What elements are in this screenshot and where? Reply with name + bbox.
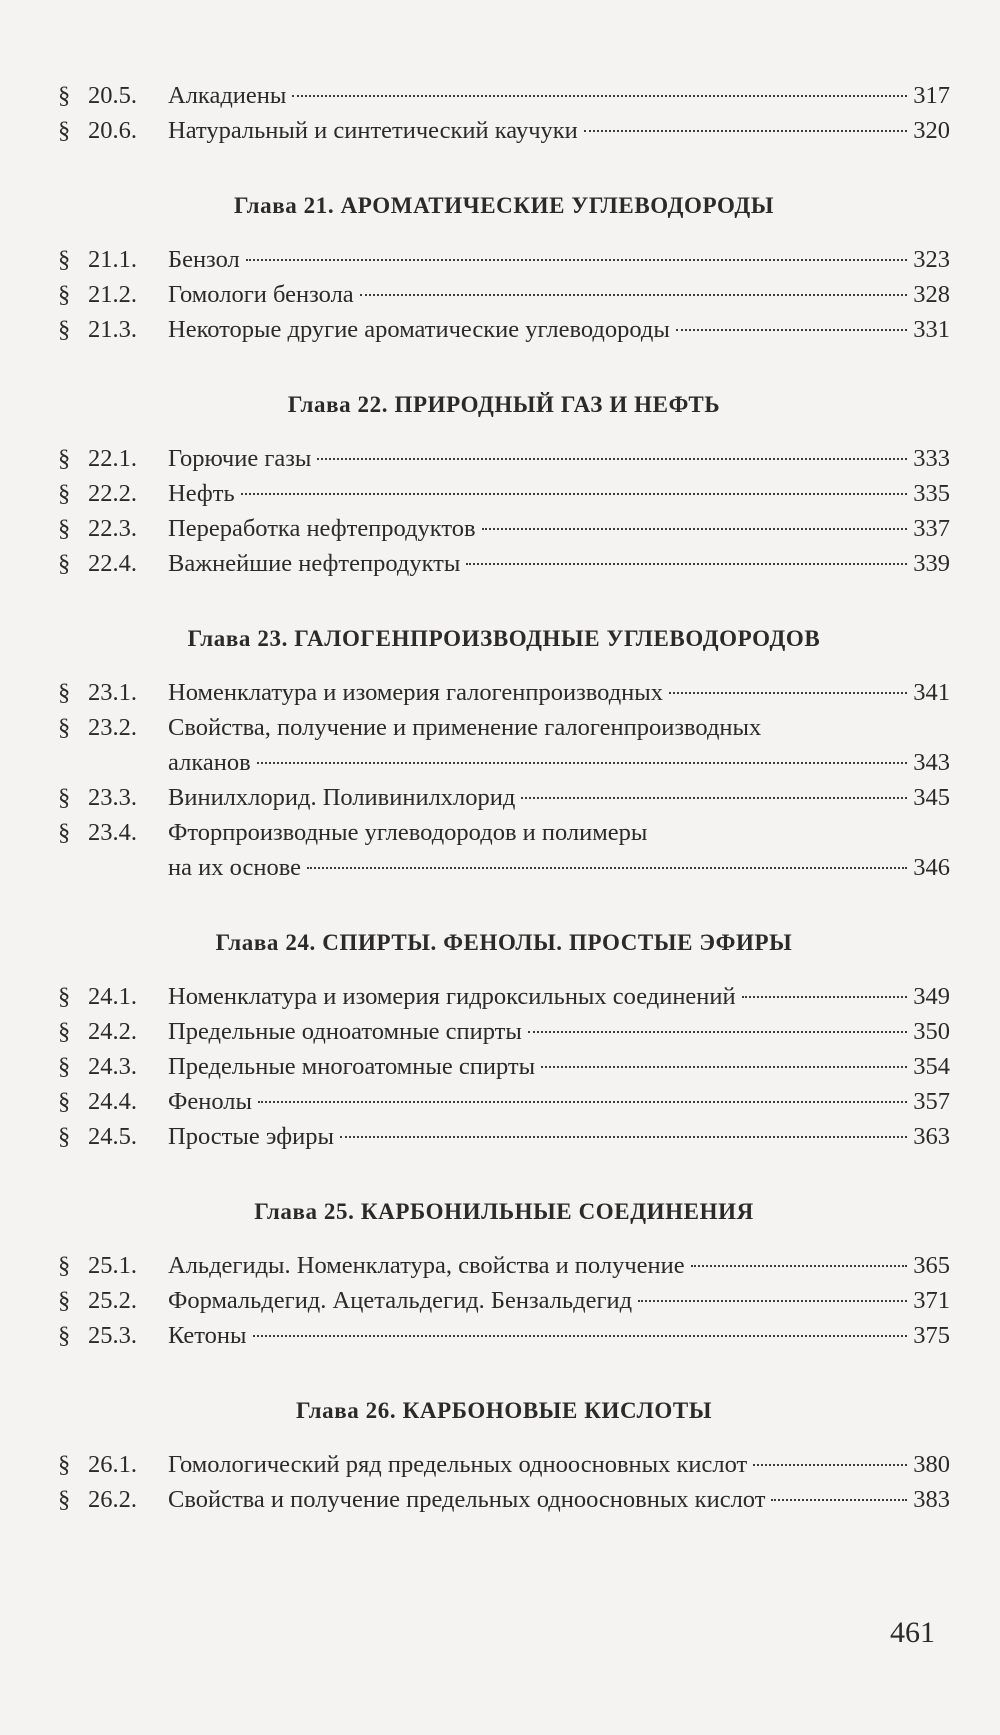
section-sign: § bbox=[58, 246, 71, 273]
dot-leader bbox=[246, 259, 908, 261]
dot-leader bbox=[241, 493, 908, 495]
chapter-heading[interactable]: Глава 24. СПИРТЫ. ФЕНОЛЫ. ПРОСТЫЕ ЭФИРЫ bbox=[215, 930, 793, 955]
section-sign: § bbox=[58, 82, 71, 109]
section-title: Формальдегид. Ацетальдегид. Бензальдегид bbox=[168, 1287, 633, 1314]
section-sign: § bbox=[58, 550, 71, 577]
toc-entry[interactable] bbox=[58, 1318, 950, 1353]
page-number: 380 bbox=[913, 1451, 950, 1478]
toc-entry[interactable] bbox=[58, 1084, 950, 1119]
section-sign: § bbox=[58, 819, 71, 846]
page-number: 354 bbox=[913, 1053, 950, 1080]
toc-entry[interactable] bbox=[58, 1014, 950, 1049]
toc-entry[interactable] bbox=[58, 780, 950, 815]
section-number: 22.1. bbox=[88, 445, 137, 472]
chapter-block bbox=[58, 191, 950, 347]
section-sign: § bbox=[58, 1053, 71, 1080]
section-sign: § bbox=[58, 784, 71, 811]
page-number: 349 bbox=[913, 983, 950, 1010]
section-sign: § bbox=[58, 1123, 71, 1150]
section-number: 20.6. bbox=[88, 117, 137, 144]
page-number: 375 bbox=[913, 1322, 950, 1349]
dot-leader bbox=[771, 1499, 907, 1501]
section-title: Гомологи бензола bbox=[168, 281, 354, 308]
page-number: 317 bbox=[913, 82, 950, 109]
toc-entry[interactable] bbox=[58, 113, 950, 148]
toc-entry[interactable] bbox=[58, 1283, 950, 1318]
section-number: 23.4. bbox=[88, 819, 137, 846]
section-number: 23.3. bbox=[88, 784, 137, 811]
chapter-block bbox=[58, 624, 950, 885]
section-number: 25.2. bbox=[88, 1287, 137, 1314]
section-number: 26.2. bbox=[88, 1486, 137, 1513]
chapter-heading[interactable]: Глава 23. ГАЛОГЕНПРОИЗВОДНЫЕ УГЛЕВОДОРОДОВ bbox=[187, 626, 821, 651]
toc-entry[interactable] bbox=[58, 675, 950, 710]
toc-entry[interactable] bbox=[58, 476, 950, 511]
toc-entry[interactable] bbox=[58, 1119, 950, 1154]
section-sign: § bbox=[58, 1018, 71, 1045]
page-number: 331 bbox=[913, 316, 950, 343]
dot-leader bbox=[482, 528, 908, 530]
section-title: Свойства и получение предельных одноосновных кислот bbox=[168, 1486, 766, 1513]
dot-leader bbox=[340, 1136, 907, 1138]
section-sign: § bbox=[58, 1088, 71, 1115]
section-title: Номенклатура и изомерия гидроксильных соединений bbox=[168, 983, 736, 1010]
section-number: 24.3. bbox=[88, 1053, 137, 1080]
page-number: 337 bbox=[913, 515, 950, 542]
toc-entry[interactable] bbox=[58, 1248, 950, 1283]
toc-entry[interactable] bbox=[58, 1447, 950, 1482]
section-sign: § bbox=[58, 679, 71, 706]
toc-entry[interactable] bbox=[58, 441, 950, 476]
section-sign: § bbox=[58, 281, 71, 308]
section-title: Некоторые другие ароматические углеводороды bbox=[168, 316, 670, 343]
section-number: 20.5. bbox=[88, 82, 137, 109]
page-number: 345 bbox=[913, 784, 950, 811]
toc-entry[interactable] bbox=[58, 1482, 950, 1517]
page-number: 339 bbox=[913, 550, 950, 577]
toc-entry[interactable] bbox=[58, 312, 950, 347]
chapter-block bbox=[58, 1396, 950, 1517]
toc-entry[interactable] bbox=[58, 242, 950, 277]
section-number: 24.5. bbox=[88, 1123, 137, 1150]
section-title: Предельные одноатомные спирты bbox=[168, 1018, 522, 1045]
section-number: 26.1. bbox=[88, 1451, 137, 1478]
section-number: 24.1. bbox=[88, 983, 137, 1010]
toc-entry[interactable] bbox=[58, 511, 950, 546]
chapter-block bbox=[58, 390, 950, 581]
section-sign: § bbox=[58, 117, 71, 144]
section-sign: § bbox=[58, 1252, 71, 1279]
folio-page-number: 461 bbox=[890, 1616, 935, 1649]
top-entries bbox=[58, 78, 950, 148]
dot-leader bbox=[521, 797, 907, 799]
dot-leader bbox=[541, 1066, 907, 1068]
section-number: 22.2. bbox=[88, 480, 137, 507]
page-number: 333 bbox=[913, 445, 950, 472]
page-number: 328 bbox=[913, 281, 950, 308]
chapter-block bbox=[58, 928, 950, 1154]
dot-leader bbox=[317, 458, 907, 460]
section-number: 23.2. bbox=[88, 714, 137, 741]
section-number: 25.1. bbox=[88, 1252, 137, 1279]
dot-leader bbox=[258, 1101, 907, 1103]
section-sign: § bbox=[58, 983, 71, 1010]
page-number: 343 bbox=[913, 749, 950, 776]
section-title: Нефть bbox=[168, 480, 235, 507]
section-title: Номенклатура и изомерия галогенпроизводных bbox=[168, 679, 663, 706]
section-title: Фторпроизводные углеводородов и полимеры bbox=[168, 819, 648, 846]
dot-leader bbox=[360, 294, 908, 296]
section-title: Простые эфиры bbox=[168, 1123, 334, 1150]
dot-leader bbox=[307, 867, 907, 869]
toc-entry[interactable] bbox=[58, 277, 950, 312]
section-title: Предельные многоатомные спирты bbox=[168, 1053, 536, 1080]
section-title: Кетоны bbox=[168, 1322, 247, 1349]
section-number: 21.2. bbox=[88, 281, 137, 308]
dot-leader bbox=[669, 692, 907, 694]
section-number: 24.2. bbox=[88, 1018, 137, 1045]
section-title: Свойства, получение и применение галогенпроизводных bbox=[168, 714, 762, 741]
section-title: Винилхлорид. Поливинилхлорид bbox=[168, 784, 516, 811]
section-sign: § bbox=[58, 515, 71, 542]
section-title: Важнейшие нефтепродукты bbox=[168, 550, 461, 577]
section-title: Фенолы bbox=[168, 1088, 252, 1115]
section-title: Альдегиды. Номенклатура, свойства и получение bbox=[168, 1252, 685, 1279]
dot-leader bbox=[528, 1031, 907, 1033]
toc-entry[interactable] bbox=[58, 78, 950, 113]
page-number: 323 bbox=[913, 246, 950, 273]
dot-leader bbox=[466, 563, 907, 565]
dot-leader bbox=[292, 95, 907, 97]
section-title: Переработка нефтепродуктов bbox=[168, 515, 476, 542]
section-sign: § bbox=[58, 316, 71, 343]
section-sign: § bbox=[58, 1322, 71, 1349]
section-title: Натуральный и синтетический каучуки bbox=[168, 117, 578, 144]
page-number: 357 bbox=[913, 1088, 950, 1115]
section-title: Гомологический ряд предельных одноосновных кислот bbox=[168, 1451, 748, 1478]
section-sign: § bbox=[58, 1486, 71, 1513]
page-number: 350 bbox=[913, 1018, 950, 1045]
section-title: Бензол bbox=[168, 246, 240, 273]
page-number: 371 bbox=[913, 1287, 950, 1314]
section-sign: § bbox=[58, 1451, 71, 1478]
section-sign: § bbox=[58, 445, 71, 472]
page-number: 335 bbox=[913, 480, 950, 507]
section-number: 22.3. bbox=[88, 515, 137, 542]
chapter-heading[interactable]: Глава 21. АРОМАТИЧЕСКИЕ УГЛЕВОДОРОДЫ bbox=[233, 193, 775, 218]
table-of-contents bbox=[58, 78, 950, 1517]
toc-entry[interactable] bbox=[58, 979, 950, 1014]
toc-entry[interactable] bbox=[58, 815, 950, 885]
section-number: 22.4. bbox=[88, 550, 137, 577]
page-number: 383 bbox=[913, 1486, 950, 1513]
section-number: 24.4. bbox=[88, 1088, 137, 1115]
chapter-heading[interactable]: Глава 25. КАРБОНИЛЬНЫЕ СОЕДИНЕНИЯ bbox=[254, 1199, 754, 1224]
chapter-block bbox=[58, 1197, 950, 1353]
page-number: 346 bbox=[913, 854, 950, 881]
section-sign: § bbox=[58, 480, 71, 507]
page-number: 365 bbox=[913, 1252, 950, 1279]
dot-leader bbox=[253, 1335, 908, 1337]
dot-leader bbox=[676, 329, 907, 331]
dot-leader bbox=[691, 1265, 908, 1267]
section-sign: § bbox=[58, 1287, 71, 1314]
section-number: 23.1. bbox=[88, 679, 137, 706]
section-number: 25.3. bbox=[88, 1322, 137, 1349]
section-number: 21.3. bbox=[88, 316, 137, 343]
page-number: 363 bbox=[913, 1123, 950, 1150]
chapter-heading[interactable]: Глава 22. ПРИРОДНЫЙ ГАЗ И НЕФТЬ bbox=[287, 392, 721, 417]
section-title: Горючие газы bbox=[168, 445, 312, 472]
dot-leader bbox=[638, 1300, 907, 1302]
page-number: 341 bbox=[913, 679, 950, 706]
toc-entry[interactable] bbox=[58, 710, 950, 780]
dot-leader bbox=[584, 130, 907, 132]
dot-leader bbox=[753, 1464, 907, 1466]
dot-leader bbox=[257, 762, 908, 764]
section-number: 21.1. bbox=[88, 246, 137, 273]
section-title-continued: алканов bbox=[168, 749, 251, 776]
section-sign: § bbox=[58, 714, 71, 741]
section-title-continued: на их основе bbox=[168, 854, 301, 881]
toc-entry[interactable] bbox=[58, 546, 950, 581]
chapter-heading[interactable]: Глава 26. КАРБОНОВЫЕ КИСЛОТЫ bbox=[295, 1398, 713, 1423]
toc-entry[interactable] bbox=[58, 1049, 950, 1084]
page-number: 320 bbox=[913, 117, 950, 144]
dot-leader bbox=[742, 996, 908, 998]
section-title: Алкадиены bbox=[168, 82, 287, 109]
